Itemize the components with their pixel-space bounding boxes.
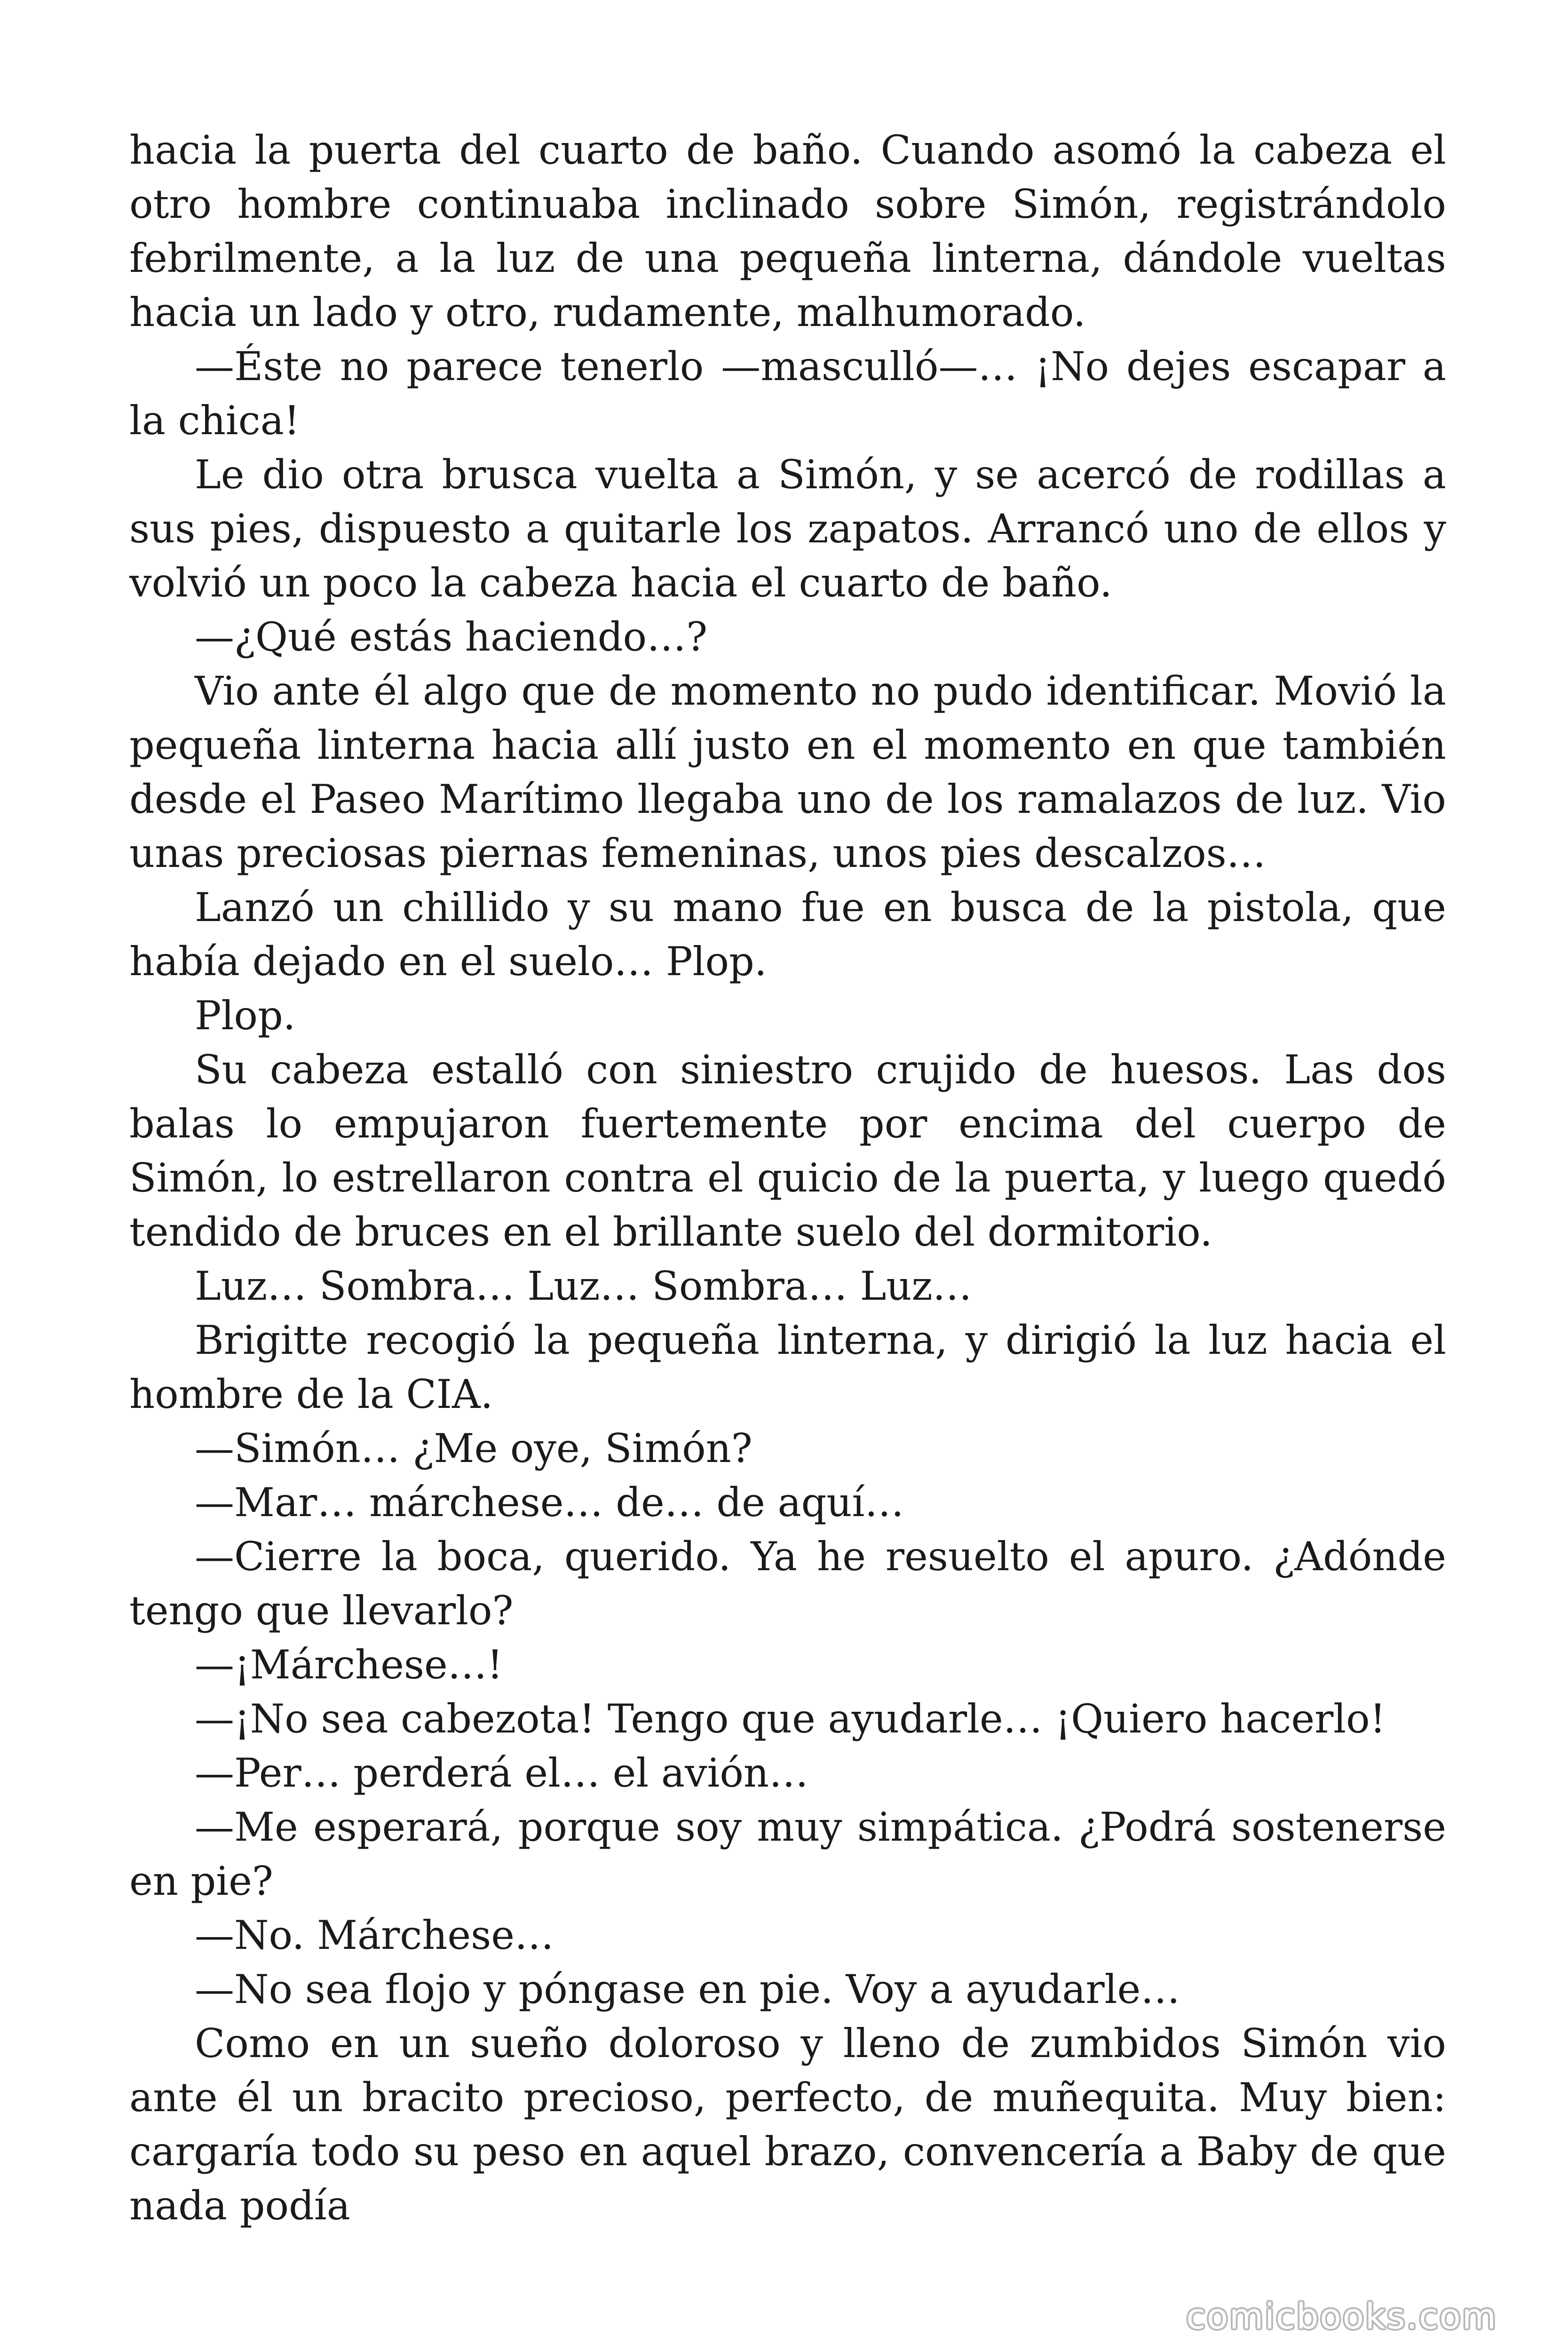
paragraph: —Me esperará, porque soy muy simpática. ¿Podrá sostenerse en pie?	[129, 1804, 1446, 1904]
paragraph: Luz… Sombra… Luz… Sombra… Luz…	[195, 1263, 972, 1309]
paragraph: —Éste no parece tenerlo —masculló—… ¡No dejes escapar a la chica!	[129, 343, 1446, 444]
paragraph: Plop.	[195, 993, 296, 1039]
paragraph: —Simón… ¿Me oye, Simón?	[195, 1425, 752, 1471]
paragraph: —Mar… márchese… de… de aquí…	[195, 1479, 904, 1526]
paragraph: —Per… perderá el… el avión…	[195, 1750, 808, 1796]
paragraph: Como en un sueño doloroso y lleno de zumbidos Simón vio ante él un bracito precioso, perfecto, de muñequita. Muy bien: cargaría todo su peso en aquel brazo, convencería a Baby de que nada podía	[129, 2020, 1446, 2229]
paragraph: —Cierre la boca, querido. Ya he resuelto el apuro. ¿Adónde tengo que llevarlo?	[129, 1534, 1446, 1634]
paragraph: Vio ante él algo que de momento no pudo identificar. Movió la pequeña linterna hacia allí justo en el momento en que también desde el Paseo Marítimo llegaba uno de los ramalazos de luz. Vio unas preciosas piernas femeninas, unos pies descalzos…	[129, 668, 1446, 876]
paragraph: hacia la puerta del cuarto de baño. Cuando asomó la cabeza el otro hombre continuaba inclinado sobre Simón, registrándolo febrilmente, a la luz de una pequeña linterna, dándole vueltas hacia un lado y otro, rudamente, malhumorado.	[129, 127, 1446, 335]
paragraph: Le dio otra brusca vuelta a Simón, y se acercó de rodillas a sus pies, dispuesto a quitarle los zapatos. Arrancó uno de ellos y volvió un poco la cabeza hacia el cuarto de baño.	[129, 452, 1446, 606]
paragraph: —¡Márchese…!	[195, 1642, 503, 1688]
watermark-logo: comicbooks.com	[1186, 2296, 1497, 2337]
page-text	[129, 123, 1446, 2233]
paragraph: Lanzó un chillido y su mano fue en busca de la pistola, que había dejado en el suelo… Plop.	[129, 884, 1446, 985]
paragraph: —¡No sea cabezota! Tengo que ayudarle… ¡Quiero hacerlo!	[195, 1696, 1386, 1742]
paragraph: Su cabeza estalló con siniestro crujido de huesos. Las dos balas lo empujaron fuertemente por encima del cuerpo de Simón, lo estrellaron contra el quicio de la puerta, y luego quedó tendido de bruces en el brillante suelo del dormitorio.	[129, 1047, 1446, 1255]
paragraph: —¿Qué estás haciendo…?	[195, 614, 708, 660]
paragraph: —No. Márchese…	[195, 1912, 554, 1958]
paragraph: —No sea flojo y póngase en pie. Voy a ayudarle…	[195, 1966, 1180, 2012]
paragraph: Brigitte recogió la pequeña linterna, y dirigió la luz hacia el hombre de la CIA.	[129, 1317, 1446, 1417]
